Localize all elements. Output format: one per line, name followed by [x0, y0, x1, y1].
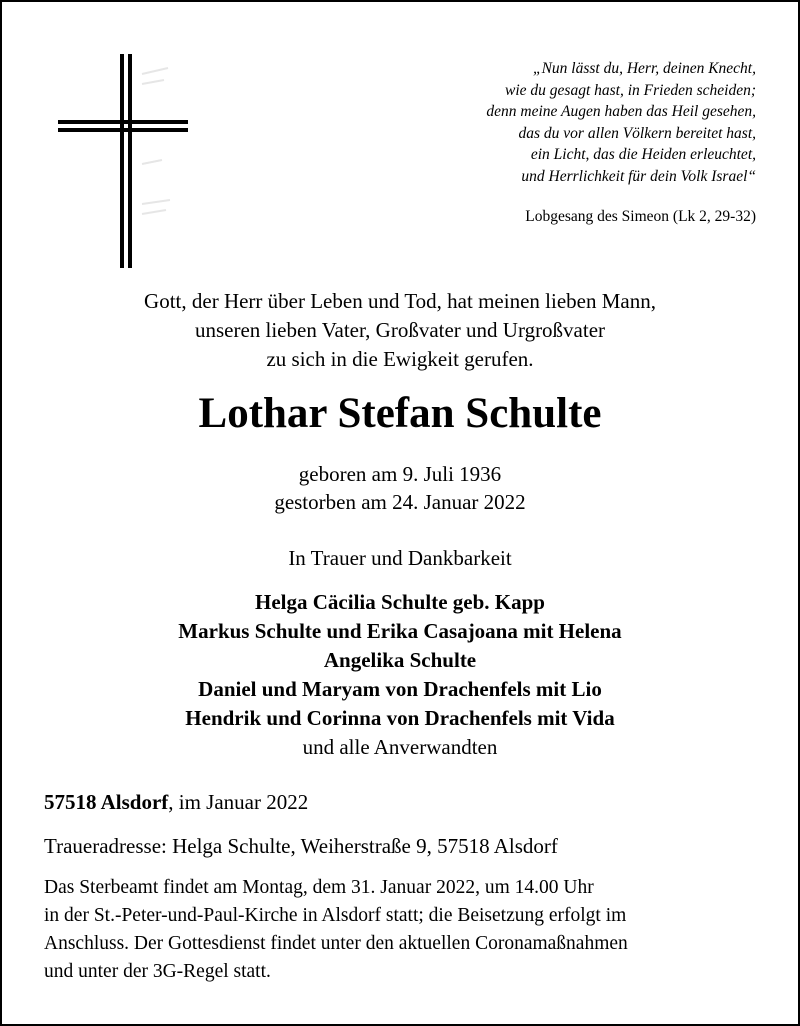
service-info	[44, 874, 628, 986]
family-list	[2, 588, 798, 762]
bible-quote	[486, 58, 756, 187]
service-line: und unter der 3G-Regel statt.	[44, 961, 271, 982]
family-member: Daniel und Maryam von Drachenfels mit Lio	[198, 677, 602, 701]
deceased-name: Lothar Stefan Schulte	[198, 390, 602, 437]
family-member: Helga Cäcilia Schulte geb. Kapp	[255, 590, 545, 614]
service-line: in der St.-Peter-und-Paul-Kirche in Alsdorf statt; die Beisetzung erfolgt im	[44, 905, 627, 926]
place-location: 57518 Alsdorf	[44, 790, 169, 814]
quote-line: ein Licht, das die Heiden erleuchtet,	[530, 146, 756, 163]
family-member: Hendrik und Corinna von Drachenfels mit Vida	[185, 706, 615, 730]
intro-line: unseren lieben Vater, Großvater und Urgroßvater	[194, 318, 606, 342]
death-date: gestorben am 24. Januar 2022	[274, 490, 526, 514]
cross-icon	[58, 54, 188, 268]
quote-line: das du vor allen Völkern bereitet hast,	[518, 124, 756, 142]
intro-text	[2, 287, 798, 374]
quote-line: denn meine Augen haben das Heil gesehen,	[486, 103, 756, 120]
mourning-line: In Trauer und Dankbarkeit	[288, 546, 512, 570]
family-member: Markus Schulte und Erika Casajoana mit Helena	[178, 619, 622, 643]
place-date	[44, 788, 308, 816]
intro-line: Gott, der Herr über Leben und Tod, hat meinen lieben Mann,	[144, 289, 656, 313]
mourning-address: Traueradresse: Helga Schulte, Weiherstraße 9, 57518 Alsdorf	[44, 834, 558, 858]
birth-date: geboren am 9. Juli 1936	[298, 462, 502, 486]
relatives-line: und alle Anverwandten	[302, 735, 498, 759]
quote-line: „Nun lässt du, Herr, deinen Knecht,	[532, 60, 756, 77]
intro-line: zu sich in die Ewigkeit gerufen.	[266, 347, 534, 371]
life-dates	[2, 460, 798, 516]
quote-line: wie du gesagt hast, in Frieden scheiden;	[505, 81, 756, 99]
service-line: Anschluss. Der Gottesdienst findet unter den aktuellen Coronamaßnahmen	[44, 933, 628, 954]
family-member: Angelika Schulte	[323, 648, 477, 672]
place-month: , im Januar 2022	[168, 790, 309, 814]
quote-line: und Herrlichkeit für dein Volk Israel“	[521, 167, 756, 185]
quote-source: Lobgesang des Simeon (Lk 2, 29-32)	[525, 208, 756, 225]
service-line: Das Sterbeamt findet am Montag, dem 31. Januar 2022, um 14.00 Uhr	[44, 877, 594, 898]
